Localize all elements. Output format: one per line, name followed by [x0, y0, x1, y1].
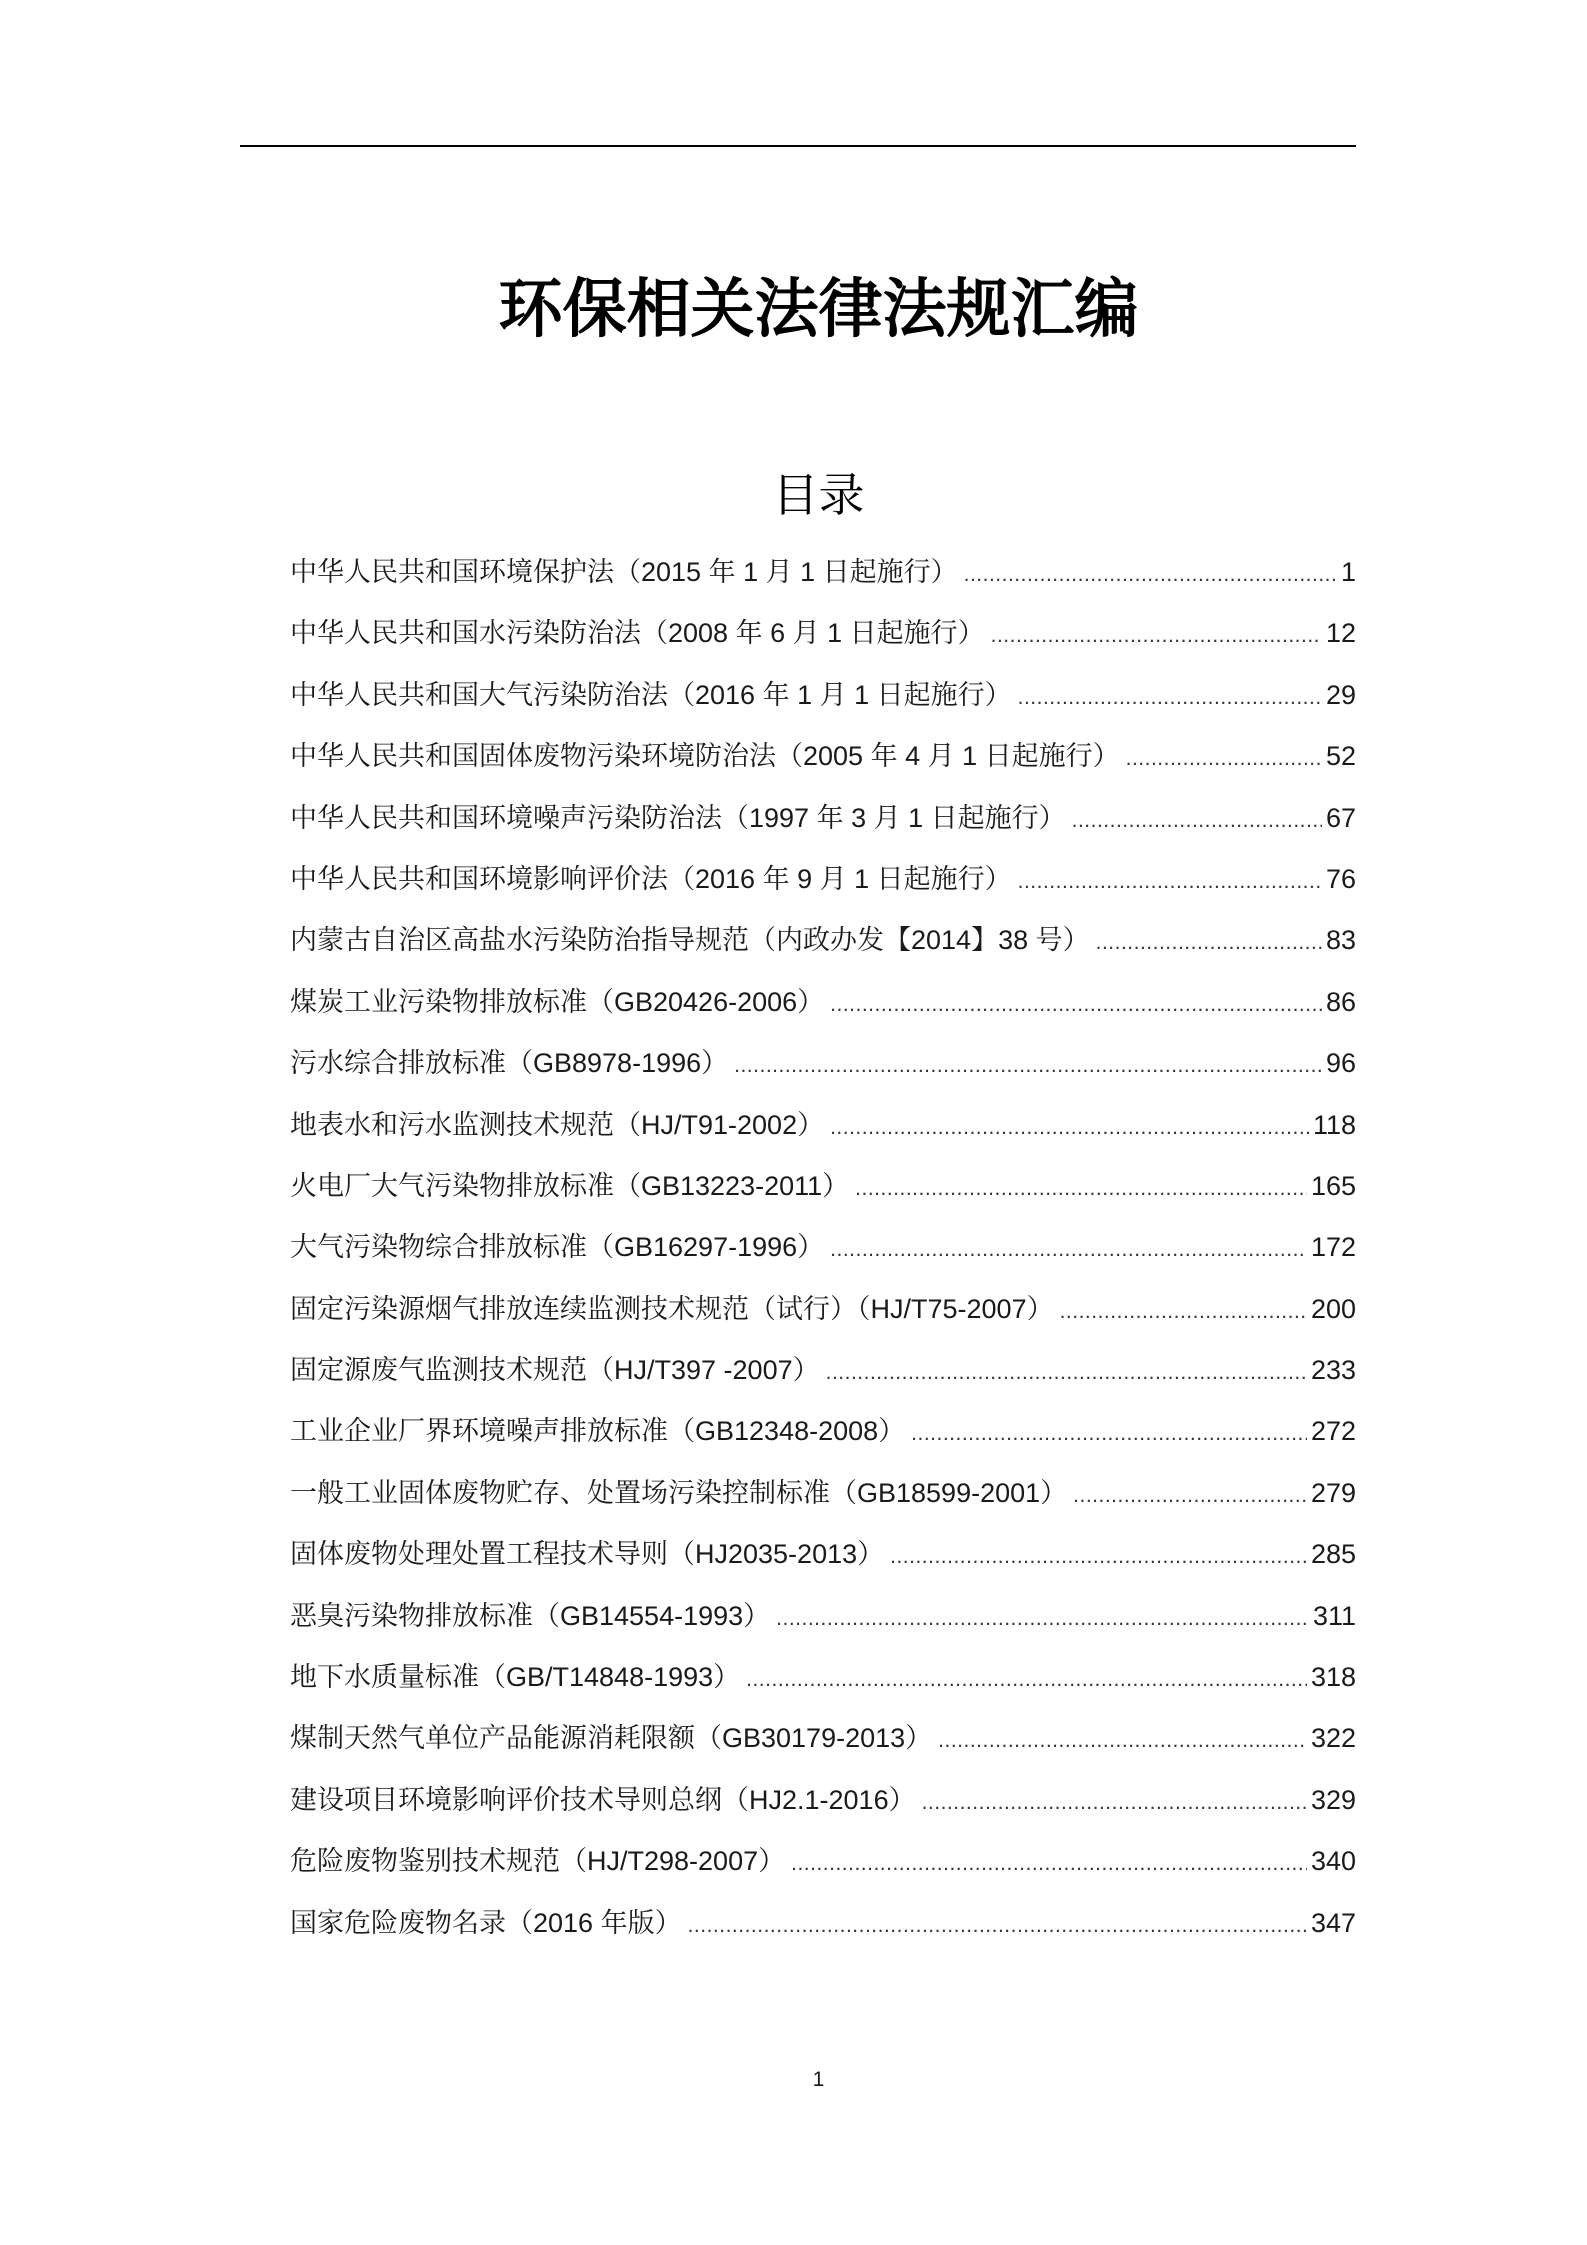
- toc-entry[interactable]: [290, 726, 1356, 787]
- toc-dot-leader: [688, 1895, 1307, 1956]
- toc-entry-page: 1: [1340, 557, 1356, 587]
- toc-entry-title: 国家危险废物名录（2016 年版）: [290, 1907, 682, 1938]
- toc-dot-leader: [830, 974, 1322, 1035]
- toc-entry-page: 329: [1310, 1784, 1356, 1815]
- toc-dot-leader: [830, 1097, 1309, 1158]
- toc-entry[interactable]: [290, 1340, 1356, 1401]
- toc-entry[interactable]: [290, 1279, 1356, 1340]
- toc-entry[interactable]: [290, 1831, 1356, 1892]
- toc-entry-title: 地下水质量标准（GB/T14848-1993）: [290, 1662, 741, 1693]
- toc-entry[interactable]: [290, 1586, 1356, 1647]
- toc-entry-page: 172: [1310, 1232, 1356, 1263]
- toc-entry-page: 285: [1310, 1539, 1356, 1570]
- toc-entry[interactable]: [290, 1033, 1356, 1094]
- toc-entry[interactable]: [290, 1156, 1356, 1217]
- toc-entry-page: 165: [1310, 1170, 1356, 1201]
- toc-entry[interactable]: [290, 1217, 1356, 1278]
- toc-entry-page: 311: [1312, 1600, 1356, 1631]
- toc-entry-page: 83: [1325, 925, 1356, 956]
- toc-entry-page: 279: [1310, 1477, 1356, 1508]
- toc-entry[interactable]: [290, 1770, 1356, 1831]
- header-rule: [240, 145, 1356, 147]
- toc-entry-page: 86: [1325, 986, 1356, 1017]
- toc-entry-page: 340: [1310, 1846, 1356, 1877]
- toc-dot-leader: [911, 1403, 1307, 1464]
- toc-entry-title: 火电厂大气污染物排放标准（GB13223-2011）: [290, 1170, 850, 1201]
- toc-entry-title: 工业企业厂界环境噪声排放标准（GB12348-2008）: [290, 1416, 906, 1447]
- toc-entry-page: 322: [1310, 1723, 1356, 1754]
- toc-entry-title: 固定源废气监测技术规范（HJ/T397 -2007）: [290, 1355, 820, 1386]
- toc-entry-title: 固定污染源烟气排放连续监测技术规范（试行）（HJ/T75-2007）: [290, 1293, 1054, 1324]
- toc-entry-page: 118: [1312, 1109, 1356, 1140]
- toc-dot-leader: [791, 1833, 1307, 1894]
- toc-entry[interactable]: [290, 1893, 1356, 1954]
- toc-entry-page: 52: [1325, 741, 1356, 772]
- toc-entry-title: 中华人民共和国大气污染防治法（2016 年 1 月 1 日起施行）: [290, 679, 1012, 710]
- toc-entry-title: 中华人民共和国水污染防治法（2008 年 6 月 1 日起施行）: [290, 618, 985, 649]
- toc-entry-title: 煤制天然气单位产品能源消耗限额（GB30179-2013）: [290, 1723, 933, 1754]
- toc-entry-page: 347: [1310, 1907, 1356, 1938]
- toc-entry-title: 中华人民共和国环境保护法（2015 年 1 月 1 日起施行）: [290, 557, 958, 587]
- toc-entry-title: 煤炭工业污染物排放标准（GB20426-2006）: [290, 986, 825, 1017]
- toc-entry-page: 96: [1325, 1048, 1356, 1079]
- toc-dot-leader: [746, 1649, 1307, 1710]
- toc-entry[interactable]: [290, 849, 1356, 910]
- toc-entry-title: 内蒙古自治区高盐水污染防治指导规范（内政办发【2014】38 号）: [290, 925, 1090, 956]
- toc-entry-title: 中华人民共和国固体废物污染环境防治法（2005 年 4 月 1 日起施行）: [290, 741, 1120, 772]
- toc-entry-title: 中华人民共和国环境影响评价法（2016 年 9 月 1 日起施行）: [290, 863, 1012, 894]
- toc-dot-leader: [922, 1772, 1307, 1833]
- toc-entry-title: 中华人民共和国环境噪声污染防治法（1997 年 3 月 1 日起施行）: [290, 802, 1066, 833]
- toc-entry[interactable]: [290, 1708, 1356, 1769]
- toc-dot-leader: [890, 1526, 1307, 1587]
- toc-entry-title: 固体废物处理处置工程技术导则（HJ2035-2013）: [290, 1539, 885, 1570]
- toc-entry-page: 318: [1310, 1662, 1356, 1693]
- toc-entry[interactable]: [290, 1463, 1356, 1524]
- toc-entry-page: 12: [1325, 618, 1356, 649]
- toc-entry-title: 恶臭污染物排放标准（GB14554-1993）: [290, 1600, 771, 1631]
- toc-dot-leader: [1126, 728, 1322, 789]
- toc-entry[interactable]: [290, 542, 1356, 603]
- toc-entry[interactable]: [290, 1647, 1356, 1708]
- toc-entry[interactable]: [290, 972, 1356, 1033]
- document-title: 环保相关法律法规汇编: [498, 272, 1139, 347]
- toc-entry[interactable]: [290, 603, 1356, 664]
- toc-heading: 目录: [772, 469, 865, 521]
- toc-dot-leader: [938, 1710, 1307, 1771]
- toc-dot-leader: [1073, 1465, 1307, 1526]
- toc-dot-leader: [991, 605, 1322, 666]
- toc-dot-leader: [1060, 1281, 1307, 1342]
- toc-entry[interactable]: [290, 910, 1356, 971]
- toc-entry[interactable]: [290, 1401, 1356, 1462]
- toc-dot-leader: [734, 1035, 1322, 1096]
- toc-entry-page: 200: [1310, 1293, 1356, 1324]
- toc-dot-leader: [855, 1158, 1307, 1219]
- toc-entry-title: 污水综合排放标准（GB8978-1996）: [290, 1048, 729, 1079]
- toc-entry[interactable]: [290, 1095, 1356, 1156]
- page-number: 1: [812, 2068, 825, 2091]
- toc-dot-leader: [826, 1342, 1307, 1403]
- toc-entry-page: 67: [1325, 802, 1356, 833]
- toc-entry[interactable]: [290, 665, 1356, 726]
- toc-entry-page: 29: [1325, 679, 1356, 710]
- toc-entry-title: 危险废物鉴别技术规范（HJ/T298-2007）: [290, 1846, 786, 1877]
- toc-entry-page: 233: [1310, 1355, 1356, 1386]
- toc-dot-leader: [776, 1588, 1309, 1649]
- toc-entry-title: 大气污染物综合排放标准（GB16297-1996）: [290, 1232, 825, 1263]
- toc-dot-leader: [964, 544, 1337, 605]
- toc-dot-leader: [1018, 851, 1322, 912]
- toc-entry[interactable]: [290, 788, 1356, 849]
- table-of-contents: [290, 542, 1356, 1954]
- toc-dot-leader: [1096, 912, 1322, 973]
- toc-entry-title: 建设项目环境影响评价技术导则总纲（HJ2.1-2016）: [290, 1784, 916, 1815]
- toc-entry-page: 76: [1325, 863, 1356, 894]
- toc-dot-leader: [1018, 667, 1322, 728]
- toc-entry-page: 272: [1310, 1416, 1356, 1447]
- toc-entry-title: 一般工业固体废物贮存、处置场污染控制标准（GB18599-2001）: [290, 1477, 1068, 1508]
- toc-entry[interactable]: [290, 1524, 1356, 1585]
- toc-entry-title: 地表水和污水监测技术规范（HJ/T91-2002）: [290, 1109, 825, 1140]
- toc-dot-leader: [830, 1219, 1307, 1280]
- toc-dot-leader: [1072, 790, 1322, 851]
